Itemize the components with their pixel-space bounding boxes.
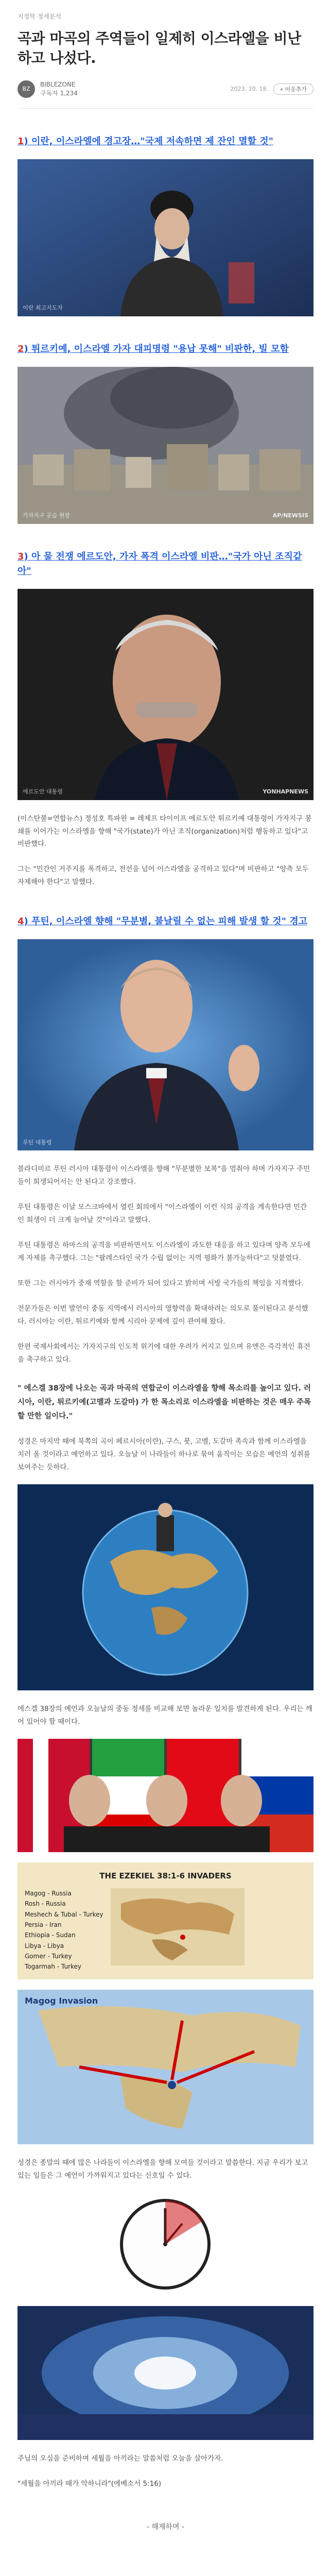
list-item: Meshech & Tubal - Turkey [25, 1910, 103, 1918]
image-clock [18, 2193, 313, 2296]
image-globe-army [18, 1484, 313, 1690]
section-link-3[interactable]: 3) 아 물 전쟁 에르도안, 가자 폭격 이스라엘 비판…"국가 아닌 조직같아" [18, 551, 302, 577]
post-date: 2023. 10. 18. [230, 85, 269, 92]
meta-right [231, 83, 313, 95]
list-item: Ethiopia - Sudan [25, 1931, 76, 1939]
paragraph: 성경은 종말의 때에 많은 나라들이 이스라엘을 향해 모여들 것이라고 말씀한다. 지금 우리가 보고 있는 일들은 그 예언이 가까워지고 있다는 신호일 수 있다. [18, 2158, 308, 2180]
paragraph: 한편 국제사회에서는 가자지구의 인도적 위기에 대한 우려가 커지고 있으며 유엔은 즉각적인 휴전을 촉구하고 있다. [18, 1343, 310, 1364]
photo-caption: 이란 최고지도자 [23, 304, 63, 312]
section-link-2[interactable]: 2) 튀르키예, 이스라엘 가자 대피명령 "용납 못해" 비판한, 빌 모함 [18, 343, 289, 354]
map-graphic [111, 1888, 245, 1965]
article-ending: - 해제하며 - [146, 2522, 185, 2531]
paragraph: 블라디미르 푸틴 러시아 대통령이 이스라엘을 향해 "무분별한 보복"을 멈춰야 하며 가자지구 주민들이 희생되어서는 안 된다고 강조했다. [18, 1165, 310, 1187]
photo-caption: 에르도안 대통령 [23, 788, 63, 795]
list-item: Gomer - Turkey [25, 1953, 72, 1960]
list-item: Persia - Iran [25, 1921, 62, 1928]
section-link-text: 이란, 이스라엘에 경고장…"국제 저속하면 제 잔인 멸할 것" [31, 135, 274, 147]
list-item: Libya - Libya [25, 1942, 64, 1950]
list-item: Togarmah - Turkey [25, 1963, 81, 1971]
paragraph: (이스탄불=연합뉴스) 정성호 특파원 = 레제프 타이이프 에르도안 튀르키예 대통령이 가자지구 봉쇄를 이어가는 이스라엘을 향해 "국가(state)가 아닌 조직(organization)처럼 행동하고 있다"고 비판했다. [18, 814, 312, 849]
photo-watermark: YONHAPNEWS [263, 788, 308, 795]
avatar[interactable]: BZ [18, 80, 35, 98]
photo-watermark: AP/NEWSIS [272, 512, 308, 519]
section-number: 1 [18, 135, 24, 147]
list-item: Magog - Russia [25, 1889, 72, 1897]
photo-caption: 가자지구 공습 현장 [23, 512, 71, 519]
author-name[interactable]: BIBLEZONE [40, 81, 76, 89]
section-number: 4 [18, 916, 24, 927]
paragraph: 성경은 마지막 때에 북쪽의 곡이 페르시아(이란), 구스, 붓, 고멜, 도갈마 족속과 함께 이스라엘을 치러 올 것이라고 예언하고 있다. 오늘날 이 나라들이 하나로 묶여 움직이는 모습은 예언의 성취를 보여주는 듯하다. [18, 1437, 310, 1472]
paragraph: 주님의 오심을 준비하며 세월을 아끼라는 말씀처럼 오늘을 살아가자. [18, 2454, 223, 2463]
photo-erdogan [18, 589, 313, 800]
category-label[interactable]: 지정학 정세분석 [18, 13, 61, 20]
list-item: Rosh - Russia [25, 1900, 66, 1908]
photo-putin [18, 939, 313, 1150]
paragraph: 푸틴 대통령은 하마스의 공격을 비판하면서도 이스라엘이 과도한 대응을 하고 있다며 양측 모두에게 자제를 촉구했다. 그는 "팔레스타인 국가 수립 없이는 지역 평화가 불가능하다"고 덧붙였다. [18, 1241, 310, 1263]
paragraph: 그는 "민간인 거주지를 폭격하고, 전선을 넘어 이스라엘을 공격하고 있다"며 비판하고 "양측 모두 자제해야 한다"고 말했다. [18, 865, 309, 887]
nation-list [25, 1888, 103, 1972]
section-link-text: 푸틴, 이스라엘 향해 "무분별, 불날릴 수 없는 피해 발생 할 것" 경고 [31, 916, 308, 927]
paragraph: 또한 그는 러시아가 중재 역할을 할 준비가 되어 있다고 밝히며 서방 국가들의 책임을 지적했다. [18, 1279, 304, 1288]
map-body [25, 1888, 306, 1972]
highlight-quote: " 에스겔 38장에 나오는 곡과 마곡의 연합군이 이스라엘을 향해 목소리를 높이고 있다. 러시아, 이란, 튀르키예(고멜과 도갈마) 가 한 목소리로 이스라엘을 비판하는 것은 매우 주목할 만한 일이다." [18, 1384, 311, 1420]
section-number: 3 [18, 551, 24, 562]
photo-caption: 푸틴 대통령 [23, 1139, 52, 1146]
map-title: THE EZEKIEL 38:1-6 INVADERS [99, 1871, 232, 1881]
image-sky [18, 2306, 313, 2440]
image-ezekiel-invaders [18, 1862, 313, 1979]
section-link-4[interactable]: 4) 푸틴, 이스라엘 향해 "무분별, 불날릴 수 없는 피해 발생 할 것" 경고 [18, 916, 308, 927]
section-number: 2 [18, 343, 24, 354]
image-leaders-collage [18, 1739, 313, 1852]
photo-gaza-strike [18, 367, 313, 524]
photo-iran-leader [18, 159, 313, 316]
paragraph: 푸틴 대통령은 이날 모스크바에서 열린 회의에서 "이스라엘이 이런 식의 공격을 계속한다면 민간인 희생이 더 크게 늘어날 것"이라고 말했다. [18, 1203, 307, 1225]
section-link-text: 튀르키예, 이스라엘 가자 대피명령 "용납 못해" 비판한, 빌 모함 [31, 343, 289, 354]
paragraph: 전문가들은 이번 발언이 중동 지역에서 러시아의 영향력을 확대하려는 의도로 풀이된다고 분석했다. 러시아는 이란, 튀르키예와 함께 시리아 문제에 깊이 관여해 왔다. [18, 1304, 308, 1326]
subscribe-button[interactable]: + 이웃추가 [273, 83, 313, 95]
section-link-text: 아 물 전쟁 에르도안, 가자 폭격 이스라엘 비판…"국가 아닌 조직같아" [18, 551, 302, 577]
author-info [40, 80, 78, 98]
article-title: 곡과 마곡의 주역들이 일제히 이스라엘을 비난하고 나섰다. [18, 30, 301, 67]
image-magog-invasion [18, 1990, 313, 2144]
map-invasion-title: Magog Invasion [25, 1995, 98, 2006]
section-link-1[interactable]: 1) 이란, 이스라엘에 경고장…"국제 저속하면 제 잔인 멸할 것" [18, 135, 274, 147]
paragraph: 에스겔 38장의 예언과 오늘날의 중동 정세를 비교해 보면 놀라운 일치를 발견하게 된다. 우리는 깨어 있어야 할 때이다. [18, 1705, 312, 1726]
author-bar [18, 80, 313, 109]
author-subscribers: 구독자 1,234 [40, 89, 78, 97]
paragraph: "세월을 아끼라 때가 악하니라"(에베소서 5:16) [18, 2479, 162, 2488]
